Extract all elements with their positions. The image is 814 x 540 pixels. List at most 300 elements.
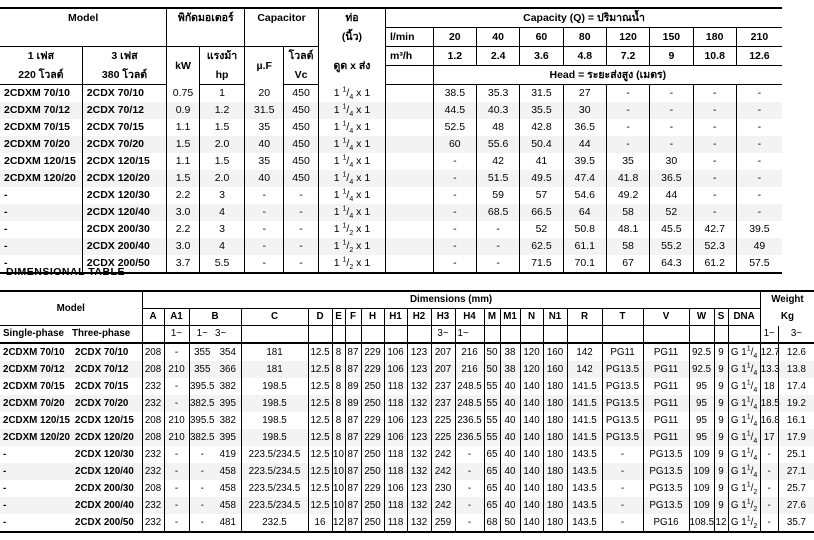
cell-dimension: 140	[520, 378, 543, 395]
cell-dimension: -	[602, 463, 643, 480]
pipe-num: 1	[342, 154, 347, 162]
cell-dimension: 458	[219, 483, 236, 494]
cell-dimension: 65	[484, 446, 500, 463]
col-header: E	[332, 309, 345, 326]
cell-dimension: 132	[407, 514, 431, 532]
cell-dimension: 229	[361, 429, 384, 446]
model-3phase: 2CDX 70/12	[82, 102, 166, 119]
cell-dimension: 250	[361, 378, 384, 395]
pipe-den: 4	[349, 213, 354, 221]
model-1phase: -	[4, 189, 8, 201]
pipe-whole: 1	[333, 138, 340, 150]
cell-dimension: 232	[142, 446, 164, 463]
cell-vc: -	[284, 255, 319, 273]
cell-head: -	[433, 187, 476, 204]
cell-dimension: 106	[384, 480, 407, 497]
header-hp-thai: แรงม้า	[199, 47, 244, 66]
cell-weight-3phase: 16.1	[778, 412, 814, 429]
header-single-phase: Single-phase	[0, 326, 72, 344]
cell-hp: 1.2	[199, 102, 244, 119]
flow-lmin: 210	[736, 28, 782, 47]
cell-uf: 40	[245, 136, 284, 153]
cell-dimension: -	[455, 497, 484, 514]
cell-head: -	[650, 119, 693, 136]
dimensional-table-title: DIMENSIONAL TABLE	[6, 266, 125, 278]
cell-dimension: -	[189, 480, 215, 497]
cell-dimension: 140	[520, 497, 543, 514]
header-vc: Vc	[284, 66, 319, 85]
col-header: F	[345, 309, 361, 326]
cell-dimension: 12.5	[308, 463, 332, 480]
header-volt-thai: โวลต์	[284, 47, 319, 66]
pipe-whole: 1	[333, 121, 340, 133]
cell-dimension: 216	[455, 361, 484, 378]
model-1phase: 2CDXM 70/15	[3, 381, 65, 392]
col-header: A	[142, 309, 164, 326]
cell-dna: G $1^1/_4$	[728, 446, 760, 463]
col-header: V	[643, 309, 689, 326]
cell-kw: 3.0	[167, 238, 199, 255]
model-1phase: -	[0, 255, 82, 273]
cell-head: 35.5	[520, 102, 563, 119]
cell-dimension: 237	[431, 378, 455, 395]
model-3phase: 2CDX 70/10	[82, 85, 166, 103]
pipe-whole: 1	[333, 104, 340, 116]
cell-dimension: 250	[361, 446, 384, 463]
cell-weight-3phase: 25.7	[778, 480, 814, 497]
cell-spacer	[386, 255, 434, 273]
model-1phase: -	[4, 206, 8, 218]
cell-head: 60	[433, 136, 476, 153]
dna-num: 1	[746, 515, 751, 523]
cell-dimension: 160	[543, 343, 567, 361]
col-header: S	[714, 309, 728, 326]
cell-head: 40.3	[476, 102, 519, 119]
model-1phase: 2CDXM 70/10	[3, 347, 65, 358]
cell-dimension: 216	[455, 343, 484, 361]
sub-b-3phase: 3~	[215, 326, 241, 344]
cell-dimension: 210	[164, 361, 189, 378]
model-1phase: 2CDXM 70/20	[4, 138, 70, 150]
cell-head: 35	[606, 153, 649, 170]
cell-dimension: 160	[543, 361, 567, 378]
cell-dimension: 109	[689, 463, 714, 480]
cell-uf: 40	[245, 170, 284, 187]
cell-dimension: 50	[484, 343, 500, 361]
pipe-num: 1	[342, 171, 347, 179]
cell-dimension: PG11	[643, 429, 689, 446]
cell-head: -	[736, 85, 782, 103]
cell-dimension: 236.5	[455, 412, 484, 429]
cell-dimension: 55	[484, 429, 500, 446]
cell-vc: 450	[284, 136, 319, 153]
cell-dimension: 229	[361, 412, 384, 429]
cell-dimension: 9	[714, 361, 728, 378]
dna-num: 1	[746, 413, 751, 421]
cell-head: 36.5	[563, 119, 606, 136]
cell-dimension: 50	[484, 361, 500, 378]
col-header: N1	[543, 309, 567, 326]
col-header: D	[308, 309, 332, 326]
performance-table	[0, 7, 782, 274]
cell-dimension: 208	[142, 361, 164, 378]
cell-dimension: 87	[345, 429, 361, 446]
cell-dimension: 395	[219, 432, 236, 443]
cell-kw: 3.7	[167, 255, 199, 273]
cell-dimension: 141.5	[567, 378, 602, 395]
cell-head: -	[650, 85, 693, 103]
model-1phase: 2CDXM 70/12	[3, 364, 65, 375]
model-3phase: 2CDX 200/40	[82, 238, 166, 255]
cell-dimension: 207	[431, 343, 455, 361]
cell-head: -	[650, 136, 693, 153]
table-row	[0, 378, 814, 395]
flow-m3h: 3.6	[520, 47, 563, 66]
cell-head: -	[736, 170, 782, 187]
model-3phase: 2CDX 70/15	[75, 381, 129, 392]
dna-den: 2	[753, 488, 758, 496]
cell-dimension: 140	[520, 514, 543, 532]
cell-pipe-size: 1 $^1/_4$ x 1	[318, 187, 385, 204]
pipe-whole: 1	[333, 257, 340, 269]
cell-dimension: 8	[332, 361, 345, 378]
cell-dimension: 10	[332, 497, 345, 514]
cell-dimension: 250	[361, 497, 384, 514]
cell-head: 64.3	[650, 255, 693, 273]
cell-pipe-size: 1 $^1/_2$ x 1	[318, 221, 385, 238]
header-lmin: l/min	[386, 28, 434, 47]
cell-dimension: -	[455, 463, 484, 480]
cell-head: -	[433, 221, 476, 238]
model-3phase: 2CDX 200/50	[82, 255, 166, 273]
flow-m3h: 2.4	[476, 47, 519, 66]
pipe-whole: 1	[333, 189, 340, 201]
pipe-den: 4	[349, 111, 354, 119]
cell-vc: -	[284, 204, 319, 221]
cell-dimension: -	[164, 446, 189, 463]
cell-dimension: 395.5	[189, 412, 215, 429]
pipe-num: 1	[342, 137, 347, 145]
cell-dimension: 9	[714, 378, 728, 395]
cell-dimension: 8	[332, 429, 345, 446]
cell-dimension: 180	[543, 463, 567, 480]
cell-dimension: 210	[164, 412, 189, 429]
cell-head: -	[693, 204, 736, 221]
cell-head: -	[476, 221, 519, 238]
cell-dimension: 9	[714, 429, 728, 446]
model-3phase: 2CDX 70/10	[75, 347, 129, 358]
model-3phase: 2CDX 120/20	[82, 170, 166, 187]
table-row	[0, 170, 782, 187]
cell-uf: -	[245, 255, 284, 273]
cell-dimension: 140	[520, 446, 543, 463]
cell-dimension: PG13.5	[602, 378, 643, 395]
cell-dimension: 9	[714, 497, 728, 514]
cell-head: -	[476, 238, 519, 255]
cell-dimension: 12.5	[308, 446, 332, 463]
cell-dimension: -	[602, 514, 643, 532]
model-1phase: -	[3, 500, 7, 511]
dna-num: 1	[746, 396, 751, 404]
dna-num: 1	[746, 345, 751, 353]
cell-weight-3phase: 35.7	[778, 514, 814, 532]
dna-num: 1	[746, 464, 751, 472]
dna-den: 4	[753, 437, 758, 445]
cell-head: 44	[563, 136, 606, 153]
cell-dimension: 181	[241, 343, 308, 361]
cell-head: 52.5	[433, 119, 476, 136]
sub-weight-1phase: 1~	[760, 326, 778, 344]
cell-dimension: -	[164, 514, 189, 532]
cell-dimension: -	[189, 463, 215, 480]
cell-dna: G $1^1/_4$	[728, 395, 760, 412]
cell-dimension: 38	[500, 343, 520, 361]
flow-lmin: 80	[563, 28, 606, 47]
model-1phase: 2CDXM 70/12	[4, 104, 70, 116]
cell-dna: G $1^1/_4$	[728, 412, 760, 429]
cell-dimension: 140	[520, 463, 543, 480]
cell-vc: 450	[284, 85, 319, 103]
cell-dimension: 108.5	[689, 514, 714, 532]
header-weight: Weight	[760, 291, 814, 309]
pipe-outlet: 1	[364, 121, 371, 133]
cell-head: -	[433, 255, 476, 273]
cell-head: 55.2	[650, 238, 693, 255]
cell-dimension: 229	[361, 480, 384, 497]
cell-dimension: 395	[219, 398, 236, 409]
pipe-den: 4	[349, 145, 354, 153]
model-1phase: -	[3, 449, 7, 460]
cell-dimension: 225	[431, 412, 455, 429]
cell-dimension: -	[164, 497, 189, 514]
cell-dimension: -	[455, 446, 484, 463]
cell-spacer	[386, 153, 434, 170]
cell-dimension: 12.5	[308, 361, 332, 378]
col-header: H2	[407, 309, 431, 326]
cell-dimension: 68	[484, 514, 500, 532]
cell-vc: 450	[284, 102, 319, 119]
cell-head: 61.2	[693, 255, 736, 273]
model-3phase: 2CDX 120/30	[82, 187, 166, 204]
cell-dimension: 123	[407, 480, 431, 497]
cell-dimension: 180	[543, 497, 567, 514]
cell-dimension: PG16	[643, 514, 689, 532]
cell-head: 64	[563, 204, 606, 221]
sub-b-1phase: 1~	[189, 326, 215, 344]
cell-pipe-size: 1 $^1/_4$ x 1	[318, 153, 385, 170]
cell-head: 50.4	[520, 136, 563, 153]
pipe-outlet: 1	[364, 138, 371, 150]
cell-dimension: 242	[431, 446, 455, 463]
dimensional-table	[0, 290, 814, 533]
cell-head: 39.5	[563, 153, 606, 170]
cell-head: 48.1	[606, 221, 649, 238]
cell-dimension: 140	[520, 429, 543, 446]
cell-dimension: 250	[361, 463, 384, 480]
header-1phase-volt: 220 โวลต์	[0, 66, 82, 85]
cell-head: 67	[606, 255, 649, 273]
cell-dimension: 207	[431, 361, 455, 378]
cell-dimension: 89	[345, 378, 361, 395]
cell-dimension: 38	[500, 361, 520, 378]
flow-m3h: 12.6	[736, 47, 782, 66]
cell-uf: -	[245, 187, 284, 204]
cell-pipe-size: 1 $^1/_2$ x 1	[318, 255, 385, 273]
cell-dimension: PG13.5	[602, 361, 643, 378]
model-3phase: 2CDX 200/40	[75, 500, 134, 511]
table-row	[0, 85, 782, 103]
cell-head: -	[693, 136, 736, 153]
cell-dimension: PG11	[643, 378, 689, 395]
cell-dimension: 248.5	[455, 395, 484, 412]
pipe-whole: 1	[333, 240, 340, 252]
cell-head: -	[650, 102, 693, 119]
cell-head: 39.5	[736, 221, 782, 238]
cell-dimension: 229	[361, 343, 384, 361]
sub-weight-3phase: 3~	[778, 326, 814, 344]
cell-head: 49.5	[520, 170, 563, 187]
cell-dimension: 355	[189, 343, 215, 361]
model-3phase: 2CDX 200/30	[82, 221, 166, 238]
cell-head: 50.8	[563, 221, 606, 238]
cell-dimension: 248.5	[455, 378, 484, 395]
cell-dimension: PG13.5	[602, 429, 643, 446]
cell-head: 49	[736, 238, 782, 255]
model-1phase: 2CDXM 120/20	[4, 172, 76, 184]
cell-dimension: 40	[500, 412, 520, 429]
pipe-outlet: 1	[364, 206, 371, 218]
pipe-outlet: 1	[364, 257, 371, 269]
table-row	[0, 221, 782, 238]
cell-dimension: 140	[520, 480, 543, 497]
pipe-den: 4	[349, 179, 354, 187]
cell-head: -	[433, 153, 476, 170]
cell-pipe-size: 1 $^1/_4$ x 1	[318, 204, 385, 221]
cell-dimension: 259	[431, 514, 455, 532]
table-row	[0, 480, 814, 497]
cell-head: 57.5	[736, 255, 782, 273]
cell-dimension: -	[455, 514, 484, 532]
cell-dimension: 132	[407, 395, 431, 412]
model-1phase: -	[3, 483, 7, 494]
dna-den: 4	[753, 369, 758, 377]
cell-dimension: PG13.5	[643, 497, 689, 514]
cell-head: 61.1	[563, 238, 606, 255]
cell-pipe-size: 1 $^1/_4$ x 1	[318, 170, 385, 187]
cell-dimension: 9	[714, 343, 728, 361]
cell-weight-1phase: -	[760, 446, 778, 463]
cell-head: 44.5	[433, 102, 476, 119]
cell-dna: G $1^1/_4$	[728, 361, 760, 378]
flow-lmin: 40	[476, 28, 519, 47]
pipe-outlet: 1	[364, 240, 371, 252]
cell-dimension: PG11	[602, 343, 643, 361]
cell-vc: -	[284, 238, 319, 255]
cell-dimension: 382.5	[189, 429, 215, 446]
cell-dimension: 198.5	[241, 378, 308, 395]
cell-dimension: 354	[219, 347, 236, 358]
cell-dna: G $1^1/_4$	[728, 463, 760, 480]
cell-dimension: 12	[714, 514, 728, 532]
cell-dimension: PG11	[643, 395, 689, 412]
cell-head: 45.5	[650, 221, 693, 238]
cell-dimension: 132	[407, 463, 431, 480]
table-row	[0, 153, 782, 170]
cell-dimension: 40	[500, 480, 520, 497]
cell-head: 35.3	[476, 85, 519, 103]
cell-kw: 2.2	[167, 221, 199, 238]
cell-dimension: 458	[219, 500, 236, 511]
cell-weight-3phase: 19.2	[778, 395, 814, 412]
pipe-den: 4	[349, 162, 354, 170]
model-1phase: -	[3, 466, 7, 477]
model-1phase: 2CDXM 120/20	[3, 432, 70, 443]
cell-dimension: 142	[567, 343, 602, 361]
cell-dimension: PG13.5	[643, 446, 689, 463]
dna-den: 4	[753, 454, 758, 462]
cell-dimension: 40	[500, 395, 520, 412]
cell-head: 66.5	[520, 204, 563, 221]
cell-dimension: 198.5	[241, 429, 308, 446]
cell-dimension: 9	[714, 412, 728, 429]
dna-num: 1	[746, 430, 751, 438]
cell-spacer	[386, 170, 434, 187]
cell-dimension: PG11	[643, 412, 689, 429]
pipe-outlet: 1	[364, 86, 371, 99]
cell-dimension: 12.5	[308, 480, 332, 497]
cell-dimension: 232	[142, 378, 164, 395]
cell-hp: 3	[199, 221, 244, 238]
pipe-whole: 1	[333, 155, 340, 167]
cell-dimension: 12.5	[308, 497, 332, 514]
cell-dimension: 87	[345, 497, 361, 514]
cell-head: -	[433, 170, 476, 187]
cell-head: 57	[520, 187, 563, 204]
cell-dimension: 223.5/234.5	[241, 463, 308, 480]
table-row	[0, 429, 814, 446]
cell-dimension: 208	[142, 412, 164, 429]
cell-dimension: 118	[384, 378, 407, 395]
pipe-num: 1	[342, 205, 347, 213]
cell-dimension: 10	[332, 480, 345, 497]
table-row	[0, 187, 782, 204]
cell-dimension: 123	[407, 412, 431, 429]
col-header: N	[520, 309, 543, 326]
table-row	[0, 204, 782, 221]
cell-head: -	[693, 153, 736, 170]
cell-dimension: 242	[431, 497, 455, 514]
cell-weight-1phase: 13.3	[760, 361, 778, 378]
cell-dimension: 89	[345, 395, 361, 412]
cell-dimension: 87	[345, 412, 361, 429]
cell-dimension: 198.5	[241, 395, 308, 412]
cell-dimension: 232	[142, 514, 164, 532]
cell-dimension: 355	[189, 361, 215, 378]
pipe-whole: 1	[333, 172, 340, 184]
pipe-den: 4	[349, 128, 354, 136]
cell-dimension: 40	[500, 446, 520, 463]
cell-kw: 0.75	[167, 85, 199, 103]
flow-m3h: 1.2	[433, 47, 476, 66]
cell-dna: G $1^1/_2$	[728, 497, 760, 514]
cell-dimension: 237	[431, 395, 455, 412]
pipe-outlet: 1	[364, 189, 371, 201]
sub-h4: 1~	[455, 326, 484, 344]
cell-dimension: 140	[520, 395, 543, 412]
cell-dimension: PG11	[643, 361, 689, 378]
dna-den: 4	[753, 471, 758, 479]
cell-weight-3phase: 25.1	[778, 446, 814, 463]
